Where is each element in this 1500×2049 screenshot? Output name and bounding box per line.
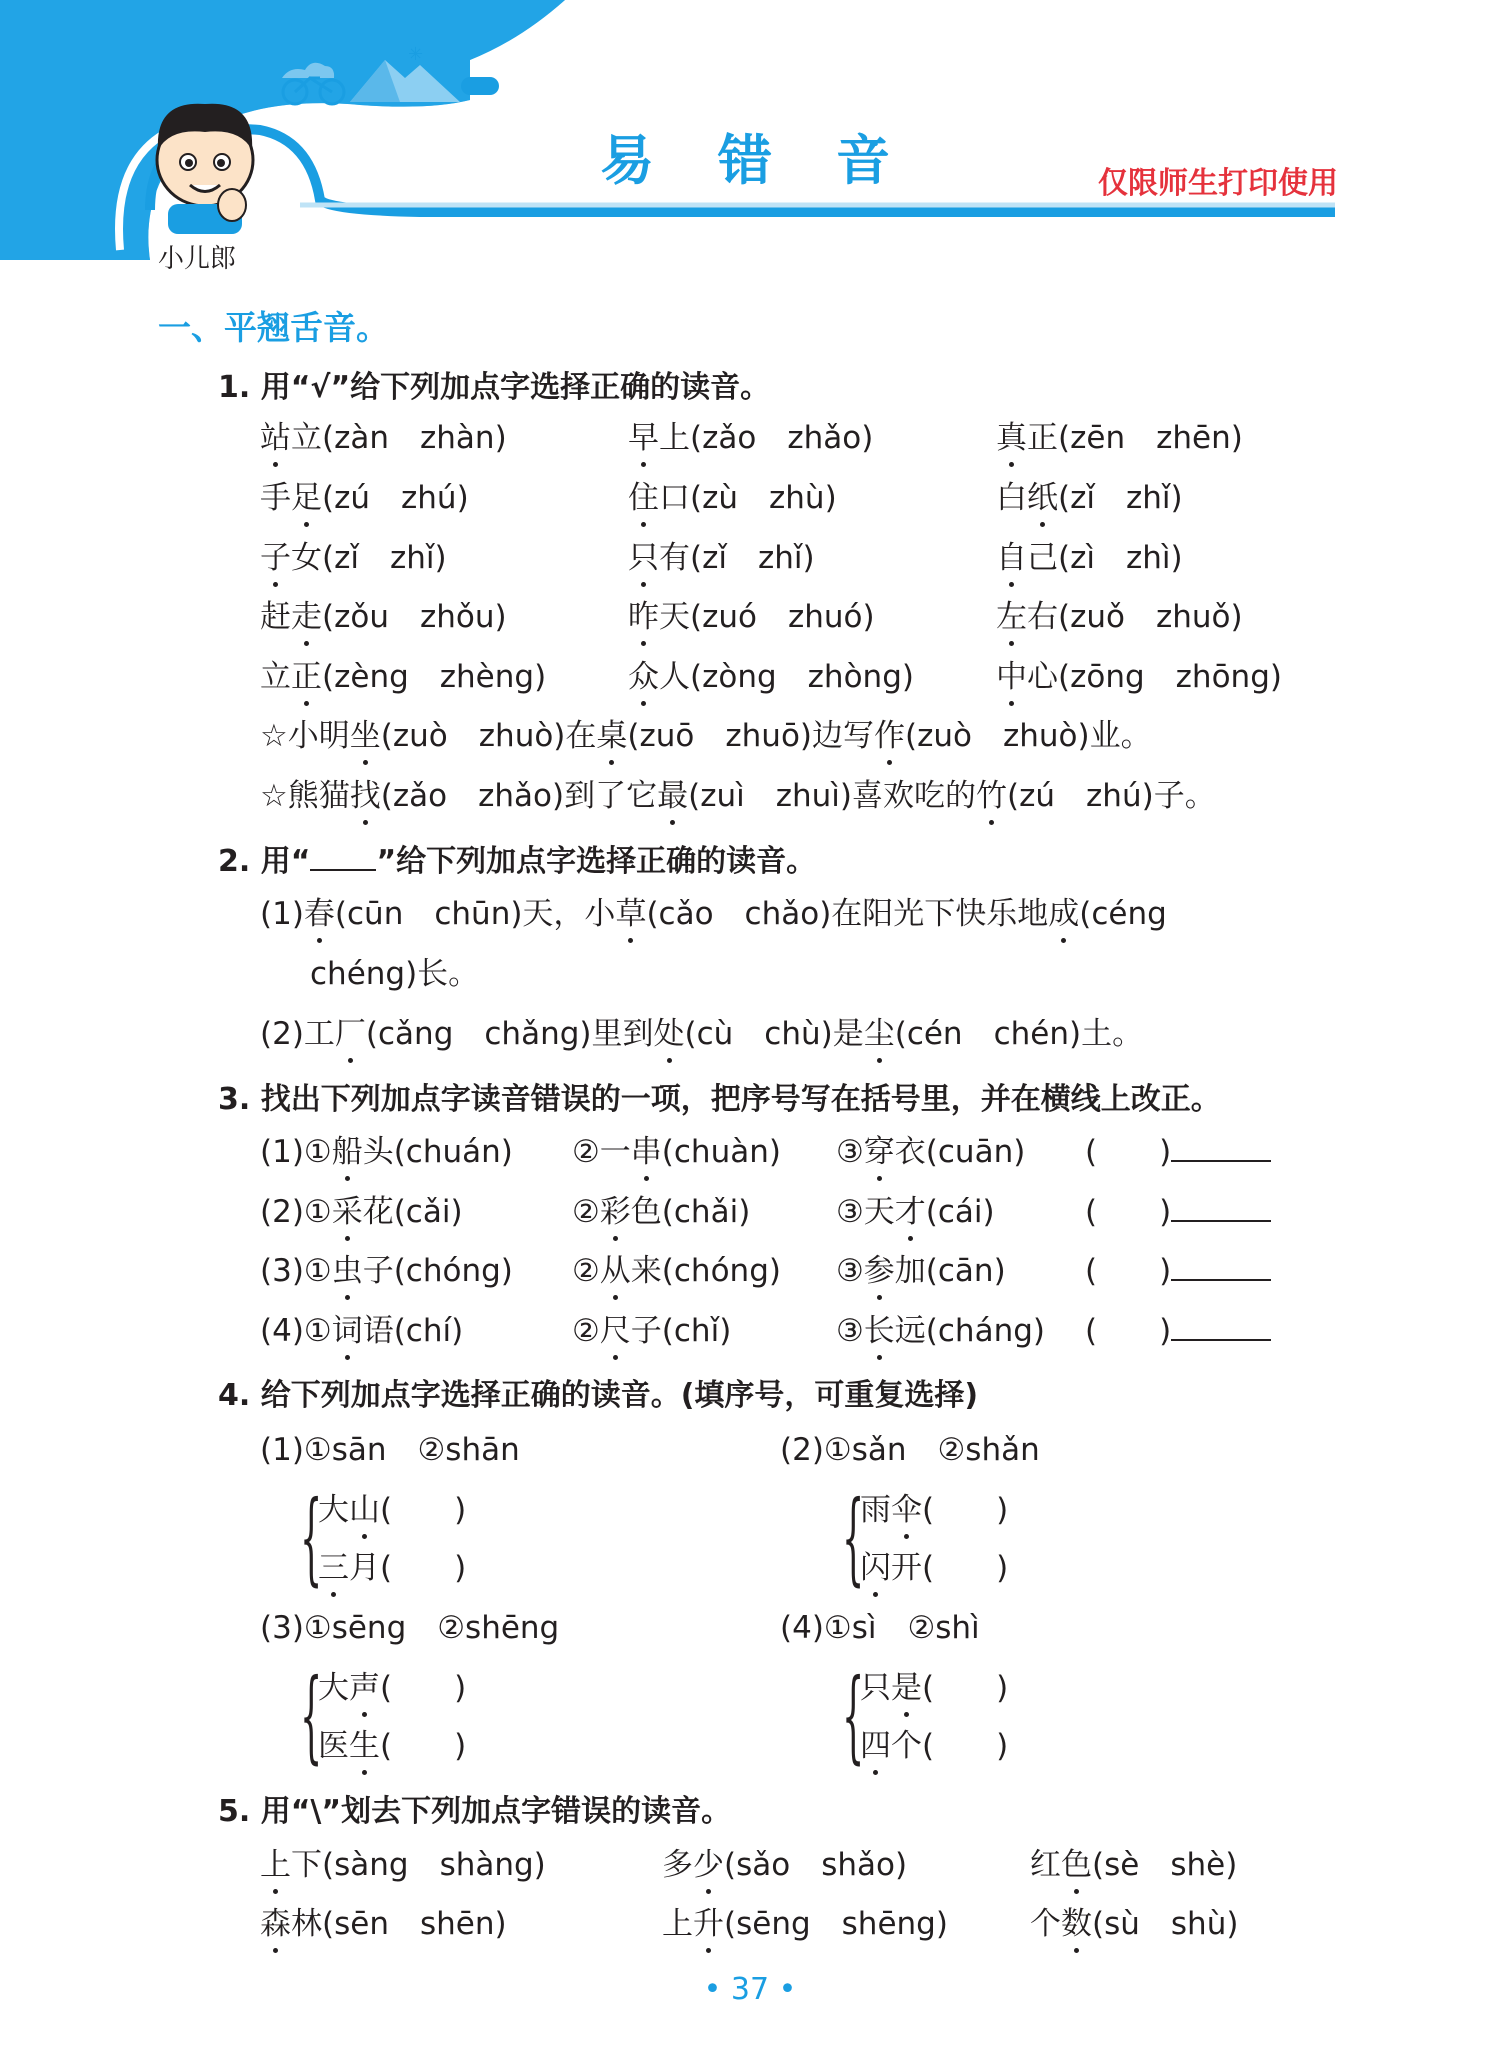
- page-title: [600, 118, 954, 195]
- q3-item: (4)①词语(chí): [260, 1313, 464, 1349]
- brace-icon: {: [842, 1479, 865, 1596]
- q4-item[interactable]: 只是( ): [860, 1670, 1009, 1706]
- brace-icon: {: [300, 1657, 323, 1774]
- page-number: • 37 •: [703, 1972, 797, 2007]
- q4-group-label: (2)①sǎn ②shǎn: [780, 1432, 1040, 1468]
- q3-answer-blank[interactable]: ( ): [1085, 1251, 1271, 1291]
- q1-item: 站立(zàn zhàn): [260, 420, 507, 456]
- question-4-heading: 4. 给下列加点字选择正确的读音。(填序号，可重复选择): [218, 1378, 979, 1413]
- q3-item: ③长远(cháng): [836, 1313, 1045, 1349]
- answer-underline: [310, 841, 376, 871]
- question-2-heading: 2. 用“ ”给下列加点字选择正确的读音。: [218, 836, 816, 880]
- q4-item[interactable]: 雨伞( ): [860, 1492, 1009, 1528]
- q3-item: ②从来(chóng): [572, 1253, 781, 1289]
- title-char: 错: [718, 129, 836, 192]
- q4-item[interactable]: 大声( ): [318, 1670, 467, 1706]
- q2-line-1: (1)春(cūn chūn)天，小草(cǎo chǎo)在阳光下快乐地成(céng: [260, 896, 1167, 932]
- q1-star-sentence-1: ☆小明坐(zuò zhuò)在桌(zuō zhuō)边写作(zuò zhuò)业。: [260, 718, 1152, 754]
- q1-item: 自己(zì zhì): [996, 540, 1183, 576]
- mascot-label: 小儿郎: [158, 244, 237, 274]
- q2-line-2: chéng)长。: [310, 956, 480, 992]
- q1-item: 立正(zèng zhèng): [260, 659, 547, 695]
- q5-item[interactable]: 上升(sēng shēng): [662, 1906, 948, 1942]
- q3-item: (2)①采花(cǎi): [260, 1194, 463, 1230]
- q5-item[interactable]: 上下(sàng shàng): [260, 1847, 546, 1883]
- q3-item: ②尺子(chǐ): [572, 1313, 732, 1349]
- q1-item: 只有(zǐ zhǐ): [628, 540, 815, 576]
- section-title: 一、平翘舌音。: [158, 308, 389, 347]
- question-1-heading: 1. 用“√”给下列加点字选择正确的读音。: [218, 370, 771, 405]
- question-3-heading: 3. 找出下列加点字读音错误的一项，把序号写在括号里，并在横线上改正。: [218, 1082, 1221, 1117]
- q4-item[interactable]: 四个( ): [860, 1728, 1009, 1764]
- q3-item: ②彩色(chǎi): [572, 1194, 751, 1230]
- q5-item[interactable]: 森林(sēn shēn): [260, 1906, 507, 1942]
- q5-item[interactable]: 红色(sè shè): [1030, 1847, 1238, 1883]
- q3-answer-blank[interactable]: ( ): [1085, 1311, 1271, 1351]
- q1-item: 昨天(zuó zhuó): [628, 599, 875, 635]
- q4-group-label: (4)①sì ②shì: [780, 1610, 980, 1646]
- q5-item[interactable]: 个数(sù shù): [1030, 1906, 1239, 1942]
- q3-answer-blank[interactable]: ( ): [1085, 1192, 1271, 1232]
- q3-item: ③天才(cái): [836, 1194, 995, 1230]
- q1-item: 左右(zuǒ zhuǒ): [996, 599, 1243, 635]
- q1-item: 赶走(zǒu zhǒu): [260, 599, 507, 635]
- q4-group-label: (3)①sēng ②shēng: [260, 1610, 560, 1646]
- q3-item: ③穿衣(cuān): [836, 1134, 1026, 1170]
- q1-item: 真正(zēn zhēn): [996, 420, 1243, 456]
- brace-icon: {: [300, 1479, 323, 1596]
- q3-item: (1)①船头(chuán): [260, 1134, 513, 1170]
- q4-item[interactable]: 闪开( ): [860, 1550, 1009, 1586]
- print-notice: 仅限师生打印使用: [1098, 166, 1338, 201]
- q4-item[interactable]: 三月( ): [318, 1550, 467, 1586]
- q5-item[interactable]: 多少(sǎo shǎo): [662, 1847, 908, 1883]
- brace-icon: {: [842, 1657, 865, 1774]
- q2-line-3: (2)工厂(cǎng chǎng)里到处(cù chù)是尘(cén chén)土。: [260, 1016, 1144, 1052]
- title-char: 音: [836, 129, 954, 192]
- q1-item: 众人(zòng zhòng): [628, 659, 914, 695]
- q1-item: 子女(zǐ zhǐ): [260, 540, 447, 576]
- q4-item[interactable]: 大山( ): [318, 1492, 467, 1528]
- q3-item: (3)①虫子(chóng): [260, 1253, 513, 1289]
- q3-item: ③参加(cān): [836, 1253, 1006, 1289]
- mascot-icon: [157, 104, 253, 234]
- title-char: 易: [600, 129, 718, 192]
- q1-item: 手足(zú zhú): [260, 480, 469, 516]
- question-5-heading: 5. 用“\”划去下列加点字错误的读音。: [218, 1794, 732, 1829]
- q4-group-label: (1)①sān ②shān: [260, 1432, 520, 1468]
- q3-item: ②一串(chuàn): [572, 1134, 781, 1170]
- q4-item[interactable]: 医生( ): [318, 1728, 467, 1764]
- q1-item: 早上(zǎo zhǎo): [628, 420, 874, 456]
- q1-star-sentence-2: ☆熊猫找(zǎo zhǎo)到了它最(zuì zhuì)喜欢吃的竹(zú zhú)子。: [260, 778, 1216, 814]
- q1-item: 中心(zōng zhōng): [996, 659, 1282, 695]
- q3-answer-blank[interactable]: ( ): [1085, 1132, 1271, 1172]
- svg-text:✳: ✳: [408, 44, 424, 65]
- q1-item: 住口(zù zhù): [628, 480, 837, 516]
- q1-item: 白纸(zǐ zhǐ): [996, 480, 1183, 516]
